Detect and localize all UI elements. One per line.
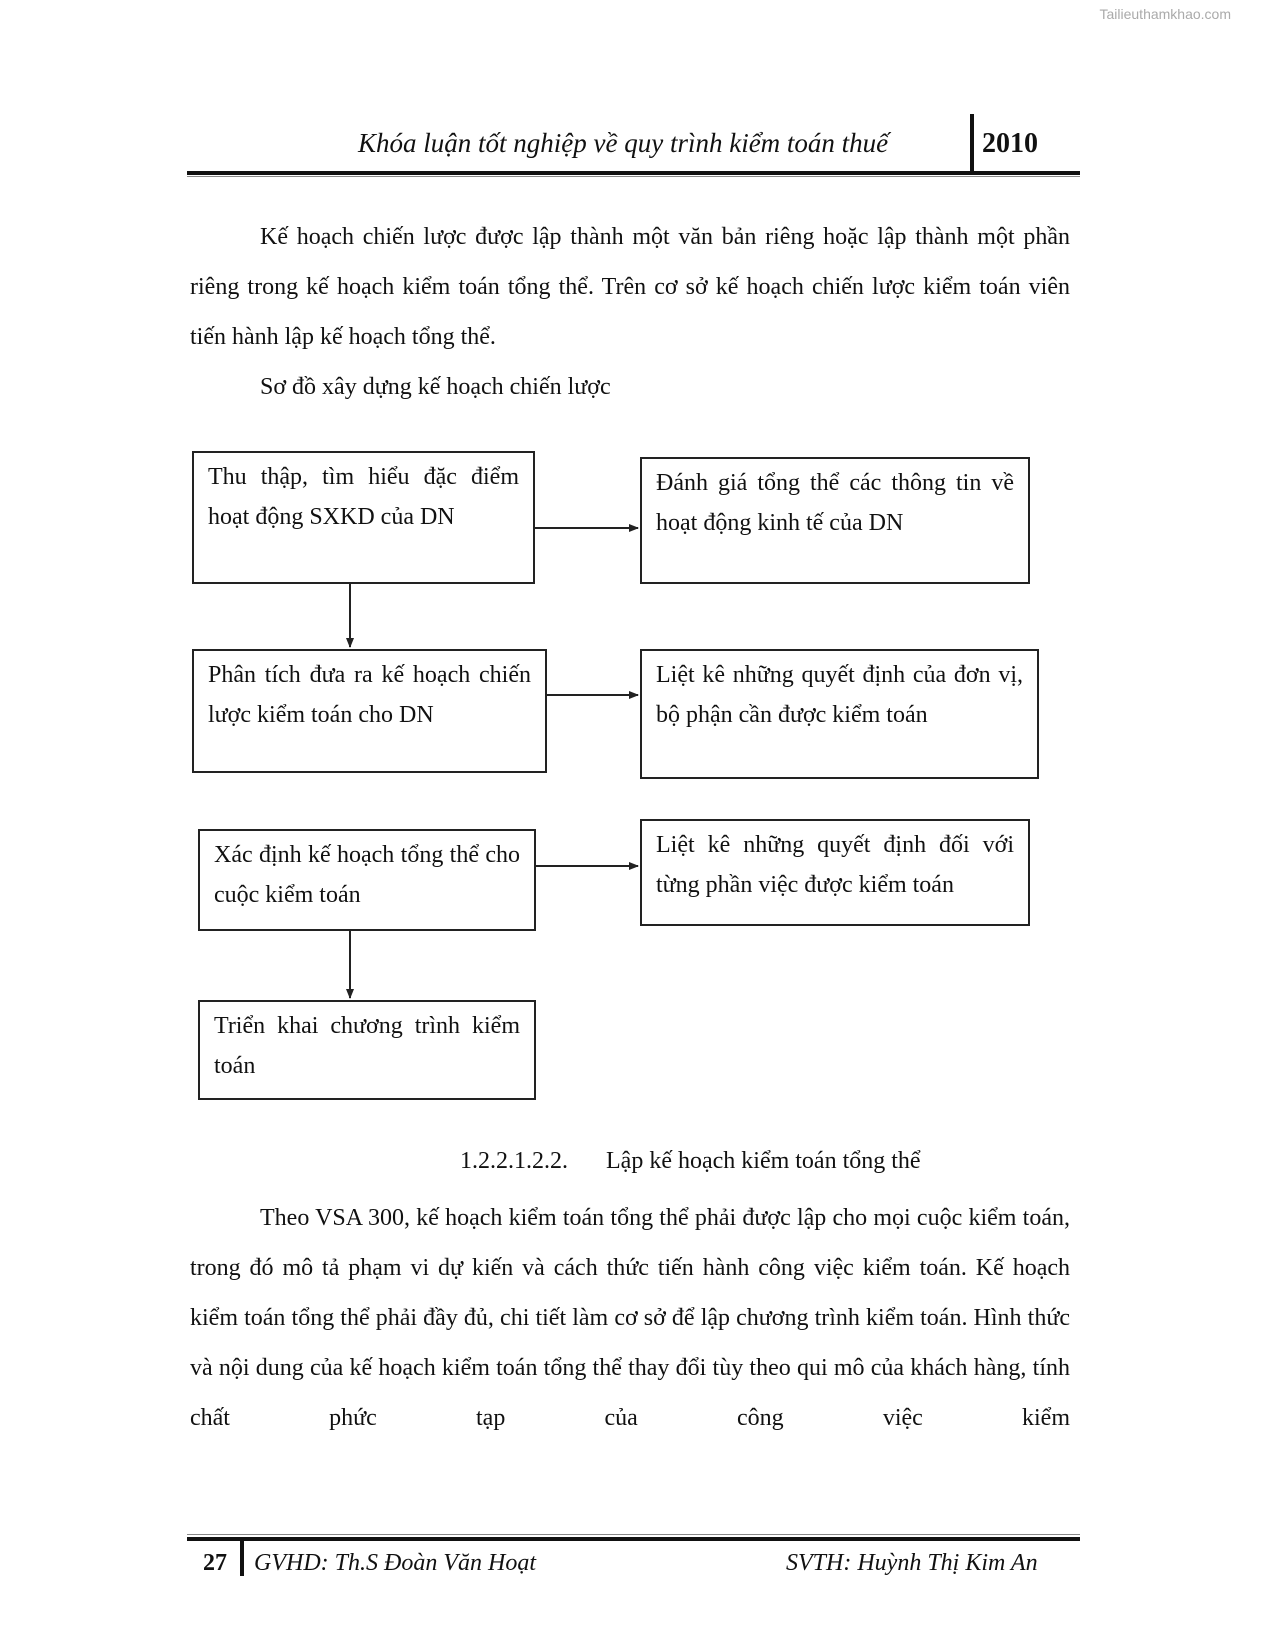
footer-rule [187,1537,1080,1541]
section-heading [460,1148,921,1175]
box-list-decisions-work [640,819,1030,926]
footer-separator [240,1540,244,1576]
section-paragraph [190,1193,1070,1443]
header-rule [187,171,1080,175]
section-number: 1.2.2.1.2.2. [460,1148,568,1174]
box-analyze-strategy [192,649,547,773]
intro-text: Kế hoạch chiến lược được lập thành một văn bản riêng hoặc lập thành một phần riêng trong kế hoạch kiểm toán tổng thể. Trên cơ sở kế hoạch chiến lược kiểm toán viên tiến hành lập kế hoạch tổng thể. [190,224,1070,350]
box-define-overall-plan-text: Xác định kế hoạch tổng thể cho cuộc kiểm toán [214,842,520,908]
footer-supervisor: GVHD: Th.S Đoàn Văn Hoạt [254,1550,536,1576]
section-text: Theo VSA 300, kế hoạch kiểm toán tổng thể phải được lập cho mọi cuộc kiểm toán, trong đó mô tả phạm vi dự kiến và cách thức tiến hành công việc kiểm toán. Kế hoạch kiểm toán tổng thể phải đầy đủ, chi tiết làm cơ sở để lập chương trình kiểm toán. Hình thức và nội dung của kế hoạch kiểm toán tổng thể thay đổi tùy theo qui mô của khách hàng, tính chất phức tạp của công việc kiểm [190,1205,1070,1431]
footer-rule-thin [187,1534,1080,1535]
box-define-overall-plan [198,829,536,931]
watermark: Tailieuthamkhao.com [1099,6,1231,22]
box-deploy-program [198,1000,536,1100]
box-collect-info-text: Thu thập, tìm hiểu đặc điểm hoạt động SXKD của DN [208,464,519,530]
header-title: Khóa luận tốt nghiệp về quy trình kiểm toán thuế [358,128,889,158]
footer-student: SVTH: Huỳnh Thị Kim An [786,1550,1038,1576]
box-list-decisions-unit [640,649,1039,779]
box-list-decisions-work-text: Liệt kê những quyết định đối với từng phần việc được kiểm toán [656,832,1014,898]
header-rule-thin [187,176,1080,177]
section-title: Lập kế hoạch kiểm toán tổng thể [606,1148,921,1174]
page-number: 27 [203,1550,227,1576]
intro-paragraph [190,212,1070,412]
box-collect-info [192,451,535,584]
box-analyze-strategy-text: Phân tích đưa ra kế hoạch chiến lược kiểm toán cho DN [208,662,531,728]
box-list-decisions-unit-text: Liệt kê những quyết định của đơn vị, bộ phận cần được kiểm toán [656,662,1023,728]
box-deploy-program-text: Triển khai chương trình kiểm toán [214,1013,520,1079]
diagram-caption: Sơ đồ xây dựng kế hoạch chiến lược [260,374,611,400]
box-evaluate-info-text: Đánh giá tổng thể các thông tin về hoạt động kinh tế của DN [656,470,1014,536]
header-separator [970,114,974,172]
header-year: 2010 [982,128,1038,159]
box-evaluate-info [640,457,1030,584]
